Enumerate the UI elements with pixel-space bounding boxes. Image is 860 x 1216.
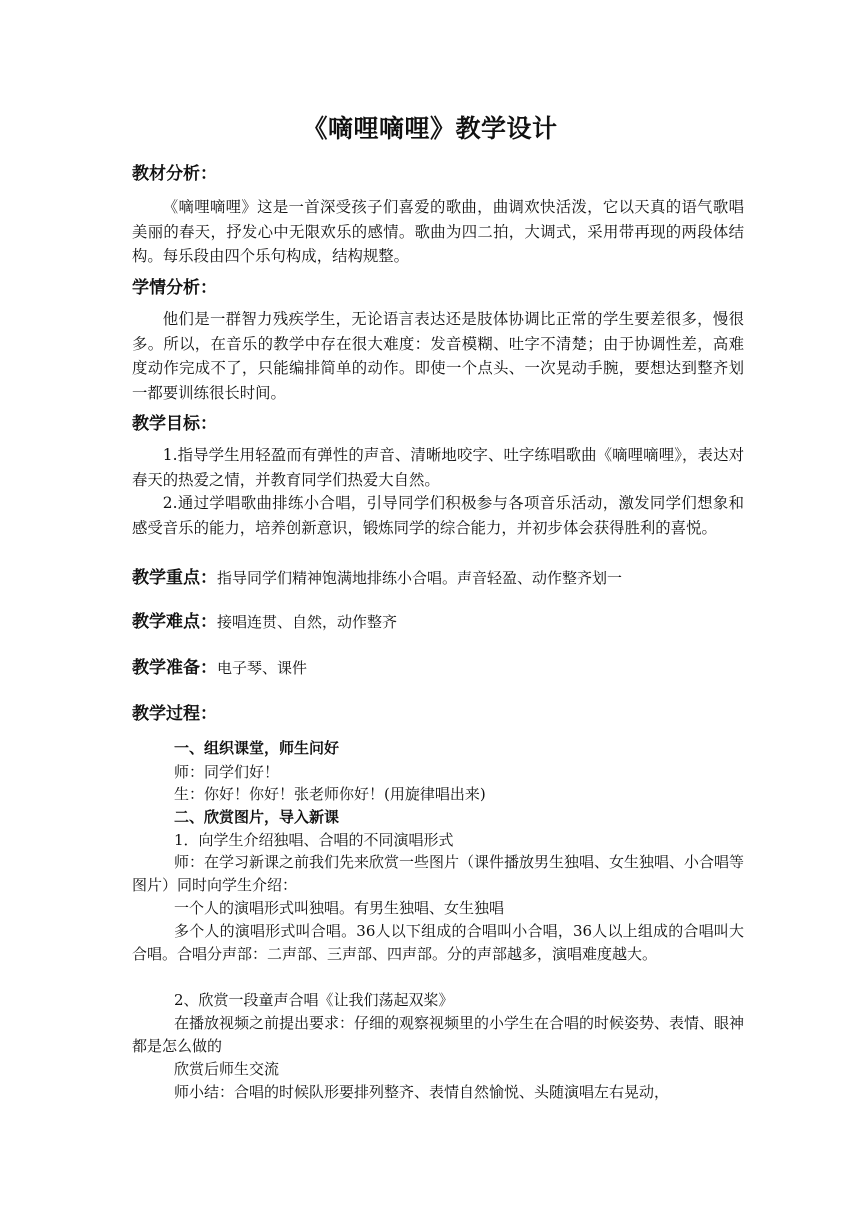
paragraph-goal-2: 2.通过学唱歌曲排练小合唱，引导同学们积极参与各项音乐活动，激发同学们想象和感受音乐的能力，培养创新意识，锻炼同学的综合能力，并初步体会获得胜利的喜悦。	[132, 494, 744, 537]
step1-line2: 生：你好！你好！张老师你好！(用旋律唱出来)	[174, 785, 486, 803]
key-point-row	[132, 566, 622, 590]
step2-para2: 在播放视频之前提出要求：仔细的观察视频里的小学生在合唱的时候姿势、表情、眼神都是怎么做的	[132, 1014, 745, 1055]
step2-title: 二、欣赏图片，导入新课	[174, 808, 340, 826]
step2-line-after: 欣赏后师生交流	[174, 1060, 280, 1078]
difficulty-text: 接唱连贯、自然，动作整齐	[217, 613, 398, 631]
step2-sub2: 2、欣赏一段童声合唱《让我们荡起双桨》	[174, 991, 454, 1009]
page-title: 《嘀哩嘀哩》教学设计	[302, 114, 558, 143]
step2-line-solo: 一个人的演唱形式叫独唱。有男生独唱、女生独唱	[174, 899, 505, 917]
step1-line1: 师：同学们好！	[174, 763, 280, 781]
preparation-row	[132, 656, 307, 680]
heading-student-analysis: 学情分析：	[132, 278, 217, 298]
heading-teaching-process: 教学过程：	[132, 704, 217, 724]
preparation-text: 电子琴、课件	[217, 659, 308, 677]
heading-material-analysis: 教材分析：	[132, 164, 217, 184]
heading-preparation: 教学准备：	[132, 658, 217, 678]
paragraph-goal-1: 1.指导学生用轻盈而有弹性的声音、清晰地咬字、吐字练唱歌曲《嘀哩嘀哩》，表达对春天的热爱之情，并教育同学们热爱大自然。	[132, 446, 744, 489]
paragraph-student-analysis: 他们是一群智力残疾学生，无论语言表达还是肢体协调比正常的学生要差很多，慢很多。所以，在音乐的教学中存在很大难度：发音模糊、吐字不清楚；由于协调性差，高难度动作完成不了，只能编排简单的动作。即使一个点头、一次晃动手腕，要想达到整齐划一都要训练很长时间。	[132, 310, 744, 402]
step2-sub1: 1．向学生介绍独唱、合唱的不同演唱形式	[174, 831, 454, 849]
heading-key-point: 教学重点：	[132, 568, 217, 588]
heading-difficulty: 教学难点：	[132, 612, 217, 632]
step2-para-choir: 多个人的演唱形式叫合唱。36人以下组成的合唱叫小合唱，36人以上组成的合唱叫大合唱。合唱分声部：二声部、三声部、四声部。分的声部越多，演唱难度越大。	[132, 922, 744, 963]
step2-para1: 师：在学习新课之前我们先来欣赏一些图片（课件播放男生独唱、女生独唱、小合唱等图片）同时向学生介绍：	[132, 853, 745, 894]
step1-title: 一、组织课堂，师生问好	[174, 739, 340, 757]
difficulty-row	[132, 610, 397, 634]
heading-teaching-goals: 教学目标：	[132, 414, 217, 434]
key-point-text: 指导同学们精神饱满地排练小合唱。声音轻盈、动作整齐划一	[217, 569, 623, 587]
step2-line-summary: 师小结：合唱的时候队形要排列整齐、表情自然愉悦、头随演唱左右晃动，	[174, 1083, 670, 1101]
paragraph-material-analysis: 《嘀哩嘀哩》这是一首深受孩子们喜爱的歌曲，曲调欢快活泼，它以天真的语气歌唱美丽的春天，抒发心中无限欢乐的感情。歌曲为四二拍，大调式，采用带再现的两段体结构。每乐段由四个乐句构成，结构规整。	[132, 198, 744, 265]
